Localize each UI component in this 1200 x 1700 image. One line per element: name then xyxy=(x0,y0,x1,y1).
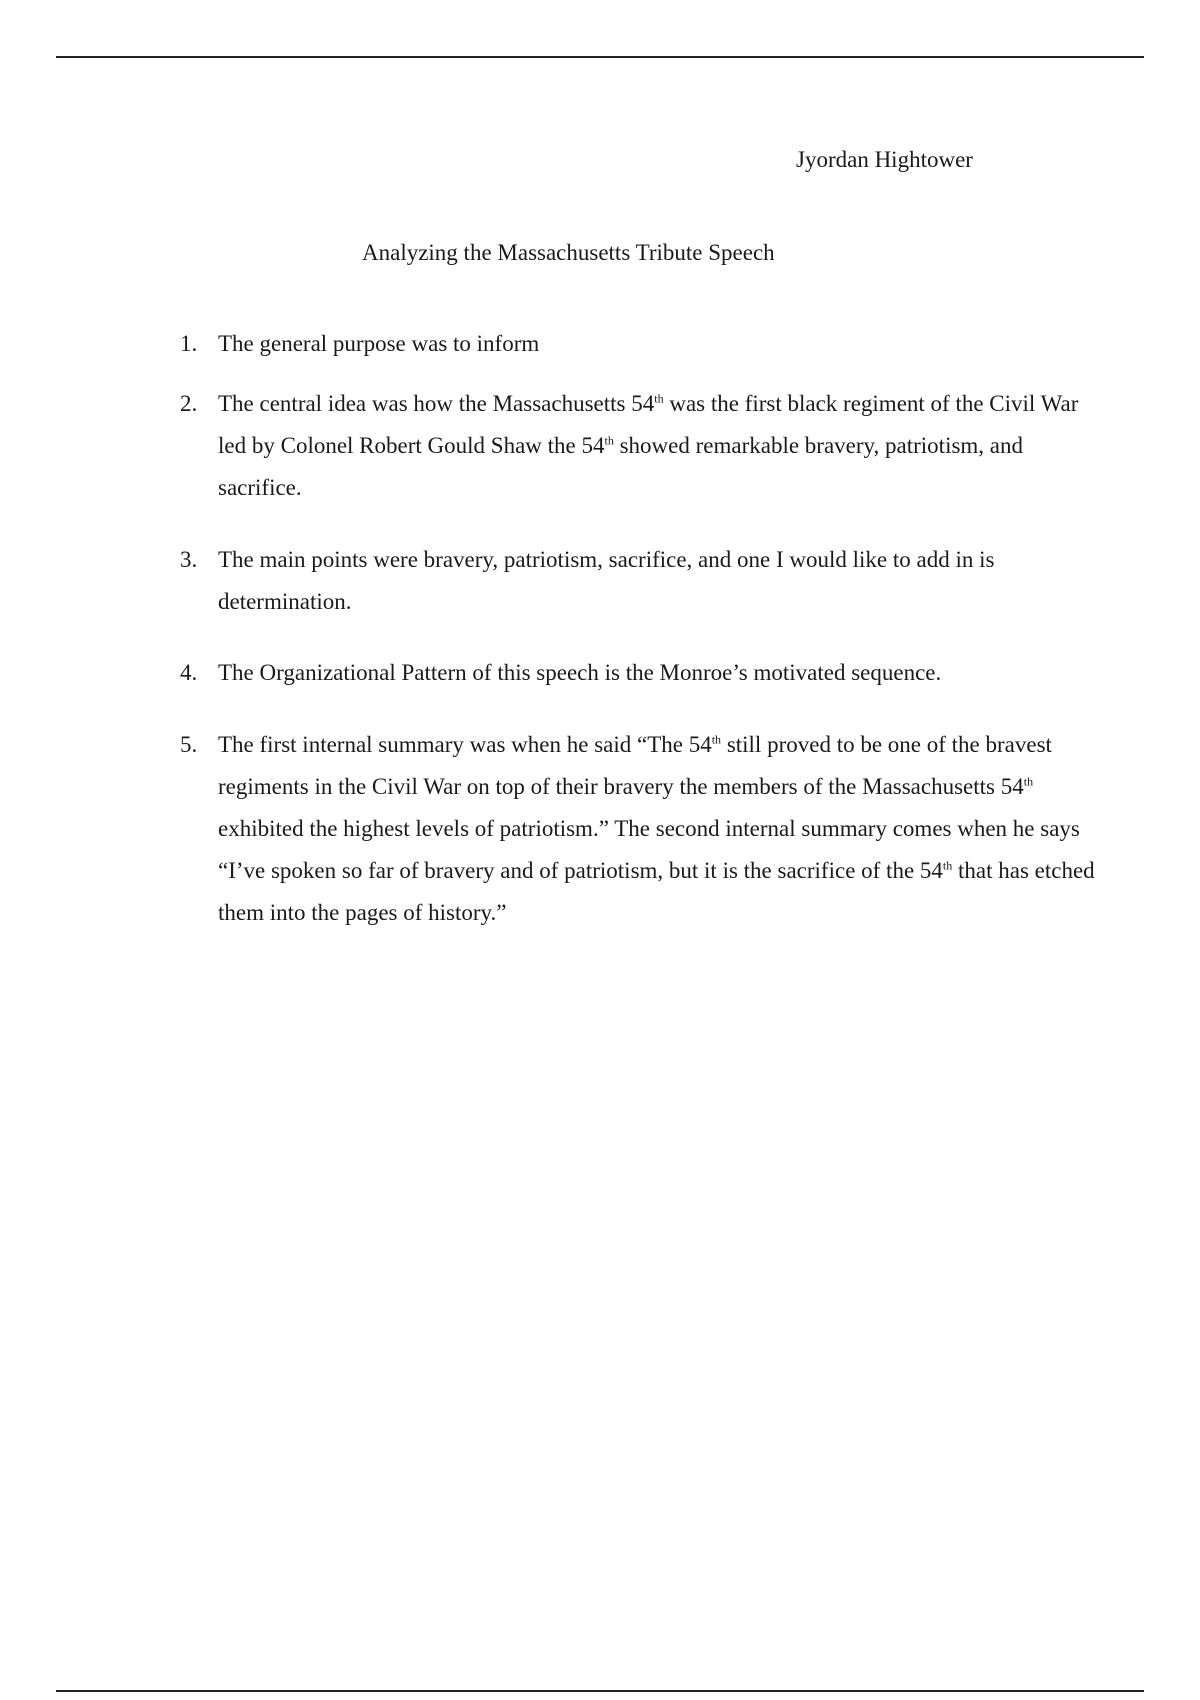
answer-text xyxy=(218,323,1100,365)
top-rule xyxy=(56,56,1144,58)
answer-item-4 xyxy=(180,652,1100,694)
text-run: The Organizational Pattern of this speech is the Monroe’s motivated sequence. xyxy=(218,660,942,685)
ordinal-suffix: th xyxy=(942,858,953,873)
ordinal-suffix: th xyxy=(711,732,722,747)
text-run: The first internal summary was when he said “The 54 xyxy=(218,732,712,757)
answer-text xyxy=(218,539,1100,623)
author-name: Jyordan Hightower xyxy=(796,147,973,172)
text-run: still proved to be one of the bravest regiments in the Civil War on top of their bravery the members of the Massachusetts 54 xyxy=(218,732,1052,799)
ordinal-suffix: th xyxy=(1023,774,1034,789)
text-run: was the first black regiment of the Civil War led by Colonel Robert Gould Shaw the 54 xyxy=(218,391,1079,458)
answer-item-3 xyxy=(180,539,1100,623)
text-run: The main points were bravery, patriotism, sacrifice, and one I would like to add in is determination. xyxy=(218,547,995,614)
answer-text xyxy=(218,652,1100,694)
answer-number: 5. xyxy=(180,732,198,757)
ordinal-suffix: th xyxy=(654,391,664,406)
text-run: exhibited the highest levels of patriotism.” The second internal summary comes when he says “I’ve spoken so far of bravery and of patriotism, but it is the sacrifice of the 54 xyxy=(218,816,1080,883)
answer-item-2 xyxy=(180,383,1100,509)
answer-item-1 xyxy=(180,323,1100,365)
text-run: that has etched them into the pages of history.” xyxy=(218,858,1095,925)
ordinal-suffix: th xyxy=(604,433,614,448)
answer-text xyxy=(218,724,1100,934)
answer-text xyxy=(218,383,1100,509)
text-run: The central idea was how the Massachusetts 54 xyxy=(218,391,655,416)
text-run: The general purpose was to inform xyxy=(218,331,540,356)
answer-number: 4. xyxy=(180,660,198,685)
text-run: showed remarkable bravery, patriotism, and sacrifice. xyxy=(218,433,1024,500)
answer-number: 2. xyxy=(180,391,198,416)
bottom-rule xyxy=(56,1690,1144,1692)
answer-item-5 xyxy=(180,724,1100,934)
answer-number: 3. xyxy=(180,547,198,572)
document-title: Analyzing the Massachusetts Tribute Speech xyxy=(362,240,775,265)
answer-number: 1. xyxy=(180,331,198,356)
